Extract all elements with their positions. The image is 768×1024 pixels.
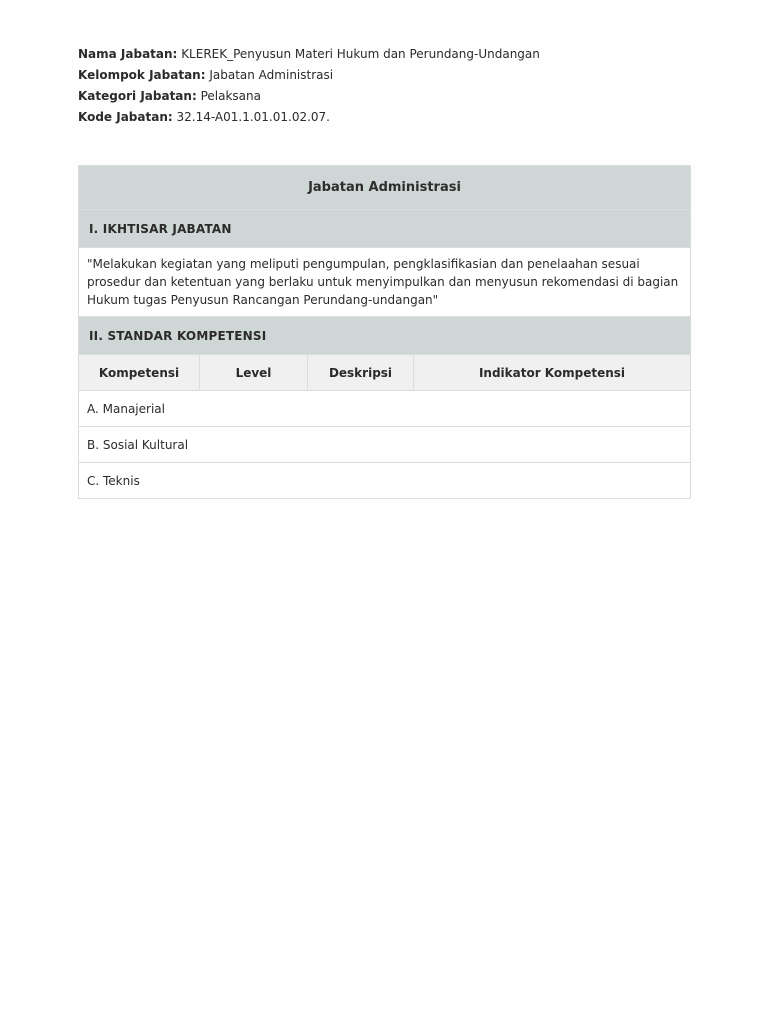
competency-label: A. Manajerial <box>79 391 691 427</box>
column-header: Kompetensi <box>79 355 200 391</box>
competency-label: C. Teknis <box>79 463 691 499</box>
job-code-row <box>78 107 698 128</box>
job-group-value: Jabatan Administrasi <box>209 68 334 82</box>
section-row <box>79 317 691 355</box>
competency-header-row <box>79 355 691 391</box>
table-row <box>79 391 691 427</box>
section-row <box>79 210 691 248</box>
job-category-value: Pelaksana <box>200 89 261 103</box>
job-code-label: Kode Jabatan: <box>78 110 173 124</box>
job-table <box>78 165 691 499</box>
job-name-value: KLEREK_Penyusun Materi Hukum dan Perundang-Undangan <box>181 47 540 61</box>
column-header: Level <box>200 355 308 391</box>
job-group-row <box>78 65 698 86</box>
job-info <box>78 44 698 128</box>
summary-row <box>79 248 691 317</box>
competency-label: B. Sosial Kultural <box>79 427 691 463</box>
job-name-label: Nama Jabatan: <box>78 47 178 61</box>
table-row <box>79 427 691 463</box>
column-header: Deskripsi <box>308 355 414 391</box>
job-code-value: 32.14-A01.1.01.01.02.07. <box>176 110 330 124</box>
table-title-row <box>79 166 691 210</box>
section-heading-summary: I. IKHTISAR JABATAN <box>79 210 691 248</box>
column-header: Indikator Kompetensi <box>414 355 691 391</box>
job-group-label: Kelompok Jabatan: <box>78 68 206 82</box>
job-category-label: Kategori Jabatan: <box>78 89 197 103</box>
job-summary-text: "Melakukan kegiatan yang meliputi pengumpulan, pengklasifikasian dan penelaahan sesuai prosedur dan ketentuan yang berlaku untuk menyimpulkan dan menyusun rekomendasi di bagian Hukum tugas Penyusun Rancangan Perundang-undangan" <box>79 248 691 317</box>
table-title: Jabatan Administrasi <box>79 166 691 210</box>
table-row <box>79 463 691 499</box>
job-category-row <box>78 86 698 107</box>
section-heading-competency: II. STANDAR KOMPETENSI <box>79 317 691 355</box>
job-name-row <box>78 44 698 65</box>
